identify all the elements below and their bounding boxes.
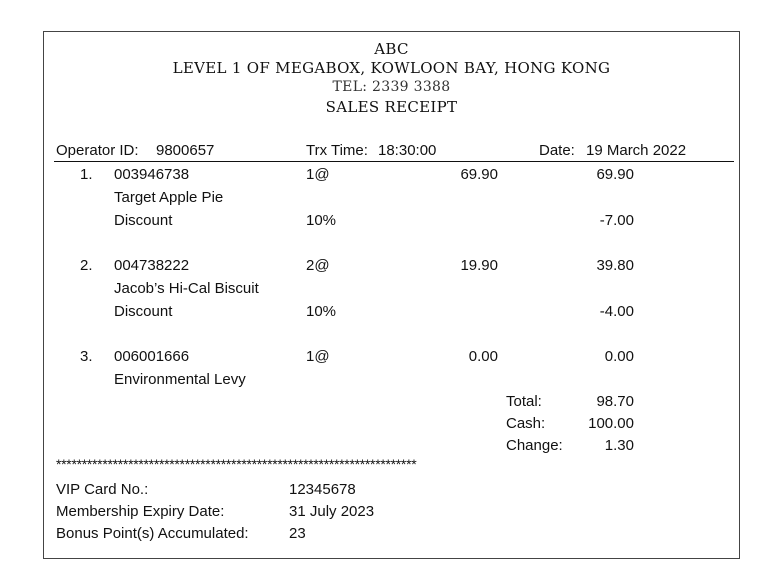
receipt-title: SALES RECEIPT [325,98,458,116]
item-qty: 2@ [306,257,330,274]
vip-card-number: 12345678 [289,481,356,498]
item-description: Jacob’s Hi-Cal Biscuit [114,280,259,297]
item-qty: 1@ [306,348,330,365]
store-address: LEVEL 1 OF MEGABOX, KOWLOON BAY, HONG KONG [172,59,611,77]
receipt-date: 19 March 2022 [586,142,687,159]
total-label: Total: [506,393,542,410]
trx-time-label: Trx Time: [306,142,368,159]
bonus-label: Bonus Point(s) Accumulated: [56,525,249,542]
change-label: Change: [506,437,563,454]
sales-receipt [43,31,740,559]
discount-percent: 10% [306,303,337,320]
item-price: 19.90 [460,257,498,274]
cash-label: Cash: [506,415,546,432]
expiry-label: Membership Expiry Date: [56,503,225,520]
asterisk-separator: ********************************************************************** [56,456,417,472]
change-value: 1.30 [604,437,634,454]
item-amount: 39.80 [596,257,634,274]
item-price: 0.00 [468,348,498,365]
item-number: 2. [80,257,93,274]
expiry-date: 31 July 2023 [289,503,375,520]
store-tel: TEL: 2339 3388 [332,79,451,95]
discount-amount: -4.00 [599,303,634,320]
bonus-points: 23 [289,525,306,542]
total-value: 98.70 [596,393,634,410]
header-rule [54,161,734,162]
operator-label: Operator ID: [56,142,139,159]
discount-amount: -7.00 [599,212,634,229]
item-number: 3. [80,348,93,365]
operator-id: 9800657 [156,142,215,159]
discount-label: Discount [114,303,173,320]
item-description: Target Apple Pie [114,189,224,206]
item-code: 006001666 [114,348,190,365]
discount-label: Discount [114,212,173,229]
item-amount: 69.90 [596,166,634,183]
item-price: 69.90 [460,166,498,183]
item-code: 003946738 [114,166,190,183]
item-code: 004738222 [114,257,190,274]
item-description: Environmental Levy [114,371,246,388]
item-qty: 1@ [306,166,330,183]
date-label: Date: [539,142,575,159]
cash-value: 100.00 [588,415,634,432]
item-number: 1. [80,166,93,183]
trx-time: 18:30:00 [378,142,437,159]
vip-card-label: VIP Card No.: [56,481,149,498]
item-amount: 0.00 [604,348,634,365]
store-name: ABC [374,40,409,58]
discount-percent: 10% [306,212,337,229]
